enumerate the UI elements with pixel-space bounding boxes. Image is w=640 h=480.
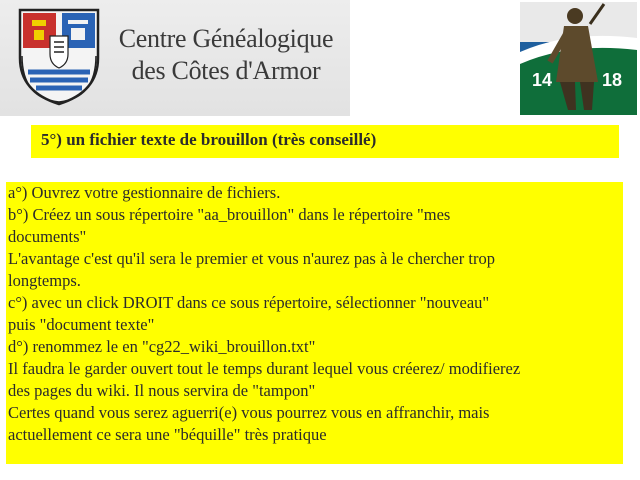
logo-title-line1: Centre Généalogique (118, 24, 334, 53)
instructions-box (6, 182, 623, 464)
instruction-line: actuellement ce sera une "béquille" très pratique (8, 425, 327, 444)
ww1-year-start: 14 (532, 70, 553, 90)
instruction-line: a°) Ouvrez votre gestionnaire de fichiers. (8, 183, 281, 202)
instruction-line: Il faudra le garder ouvert tout le temps durant lequel vous créerez/ modifierez (8, 359, 521, 378)
instruction-line: c°) avec un click DROIT dans ce sous répertoire, sélectionner "nouveau" (8, 293, 490, 312)
section-heading-box (31, 125, 619, 158)
instruction-line: b°) Créez un sous répertoire "aa_brouillon" dans le répertoire "mes (8, 205, 451, 224)
instruction-line: Certes quand vous serez aguerri(e) vous pourrez vous en affranchir, mais (8, 403, 490, 422)
coat-of-arms-icon (16, 6, 102, 106)
instruction-line: d°) renommez le en "cg22_wiki_brouillon.txt" (8, 337, 316, 356)
instruction-line: des pages du wiki. Il nous servira de "tampon" (8, 381, 316, 400)
instruction-line: longtemps. (8, 271, 81, 290)
ww1-centenary-badge (520, 2, 637, 115)
ww1-year-end: 18 (602, 70, 623, 90)
logo-title-line2: des Côtes d'Armor (131, 56, 321, 85)
soldier-illustration-icon (520, 2, 637, 115)
instruction-line: documents" (8, 227, 87, 246)
cg22-logo-banner (0, 0, 350, 116)
section-heading: 5°) un fichier texte de brouillon (très conseillé) (41, 130, 377, 149)
instruction-line: puis "document texte" (8, 315, 155, 334)
instruction-line: L'avantage c'est qu'il sera le premier et vous n'aurez pas à le chercher trop (8, 249, 495, 268)
